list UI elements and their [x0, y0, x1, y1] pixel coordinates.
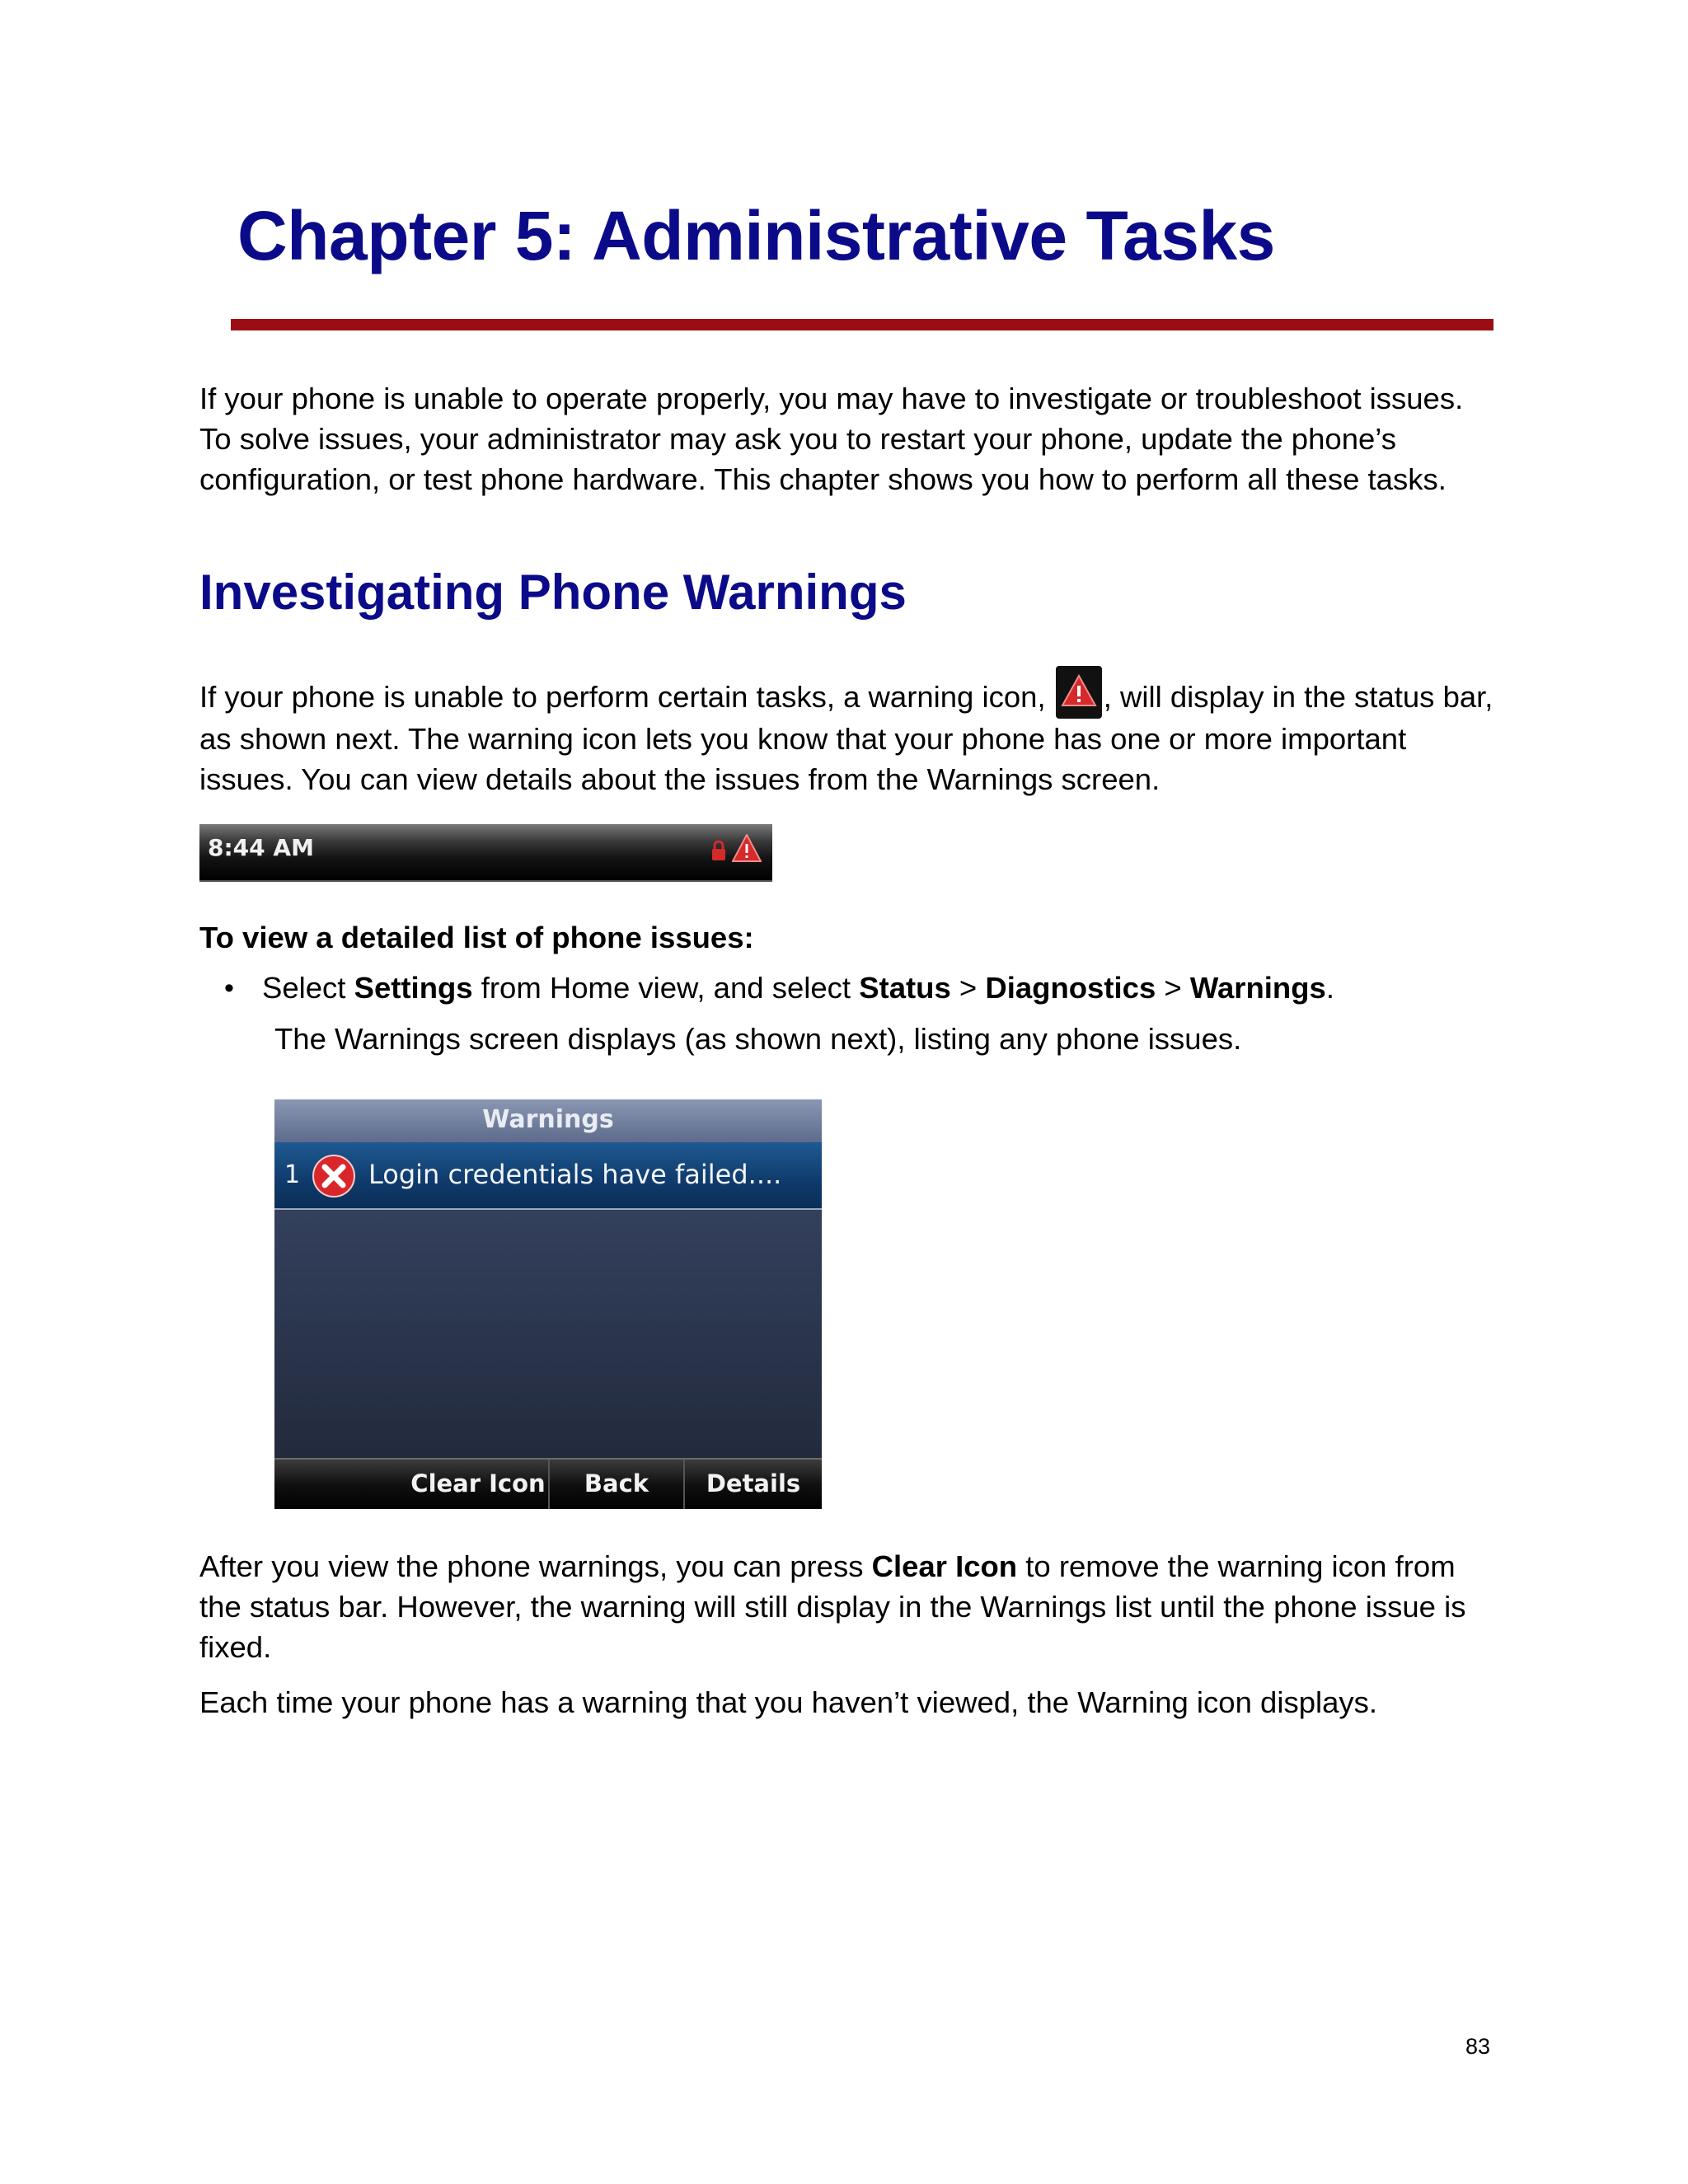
- title-rule: [231, 319, 1493, 330]
- step-text: .: [1325, 971, 1334, 1005]
- intro-paragraph: If your phone is unable to operate properly, you may have to investigate or troubleshoot issues. To solve issues, your administrator may ask you to restart your phone, update the phone’s configuration, or test phone hardware. This chapter shows you how to perform all these tasks.: [199, 382, 1464, 496]
- clear-icon-softkey: Clear Icon: [408, 1460, 550, 1509]
- warnings-screen-image: [274, 1099, 822, 1509]
- lock-icon: [710, 839, 727, 866]
- warning-paragraph: [199, 666, 1502, 799]
- section-title: Investigating Phone Warnings: [199, 565, 907, 620]
- warning-icon: [732, 834, 762, 866]
- clear-icon-term: Clear Icon: [871, 1549, 1018, 1583]
- status-bar-time: 8:44 AM: [208, 834, 314, 861]
- warnings-screen-title: Warnings: [274, 1099, 822, 1142]
- step-text: >: [1156, 971, 1190, 1005]
- diagnostics-term: Diagnostics: [985, 971, 1156, 1005]
- status-bar-image: [199, 824, 772, 882]
- softkey-bar: [274, 1458, 822, 1509]
- step-text: Select: [262, 971, 354, 1005]
- warnings-term: Warnings: [1189, 971, 1326, 1005]
- warning-paragraph-start: If your phone is unable to perform certain tasks, a warning icon,: [199, 680, 1054, 714]
- warning-icon: [1056, 666, 1102, 719]
- after-paragraph: [199, 1546, 1502, 1667]
- step-note: The Warnings screen displays (as shown next), listing any phone issues.: [274, 1022, 1242, 1056]
- status-term: Status: [859, 971, 951, 1005]
- each-paragraph: Each time your phone has a warning that you haven’t viewed, the Warning icon displays.: [199, 1685, 1378, 1719]
- details-softkey: Details: [706, 1469, 801, 1497]
- bullet: •: [224, 972, 234, 1004]
- warning-item-number: 1: [284, 1160, 301, 1189]
- settings-term: Settings: [354, 971, 473, 1005]
- after-paragraph-end: to remove the warning icon from the status bar. However, the warning will still display in the Warnings list until the phone issue is fixed.: [199, 1549, 1466, 1664]
- warning-list-item: [274, 1142, 822, 1210]
- warning-item-message: Login credentials have failed....: [368, 1159, 782, 1190]
- procedure-step: [262, 971, 1334, 1005]
- warning-paragraph-end: , will display in the status bar, as shown next. The warning icon lets you know that your phone has one or more important issues. You can view details about the issues from the Warnings screen.: [199, 680, 1493, 796]
- back-softkey: Back: [550, 1460, 685, 1509]
- after-paragraph-start: After you view the phone warnings, you can press: [199, 1549, 872, 1583]
- chapter-title: Chapter 5: Administrative Tasks: [237, 197, 1275, 274]
- step-text: from Home view, and select: [472, 971, 860, 1005]
- page-number: 83: [1465, 2034, 1491, 2059]
- error-icon: [309, 1154, 359, 1202]
- step-text: >: [950, 971, 986, 1005]
- procedure-heading: To view a detailed list of phone issues:: [199, 921, 754, 954]
